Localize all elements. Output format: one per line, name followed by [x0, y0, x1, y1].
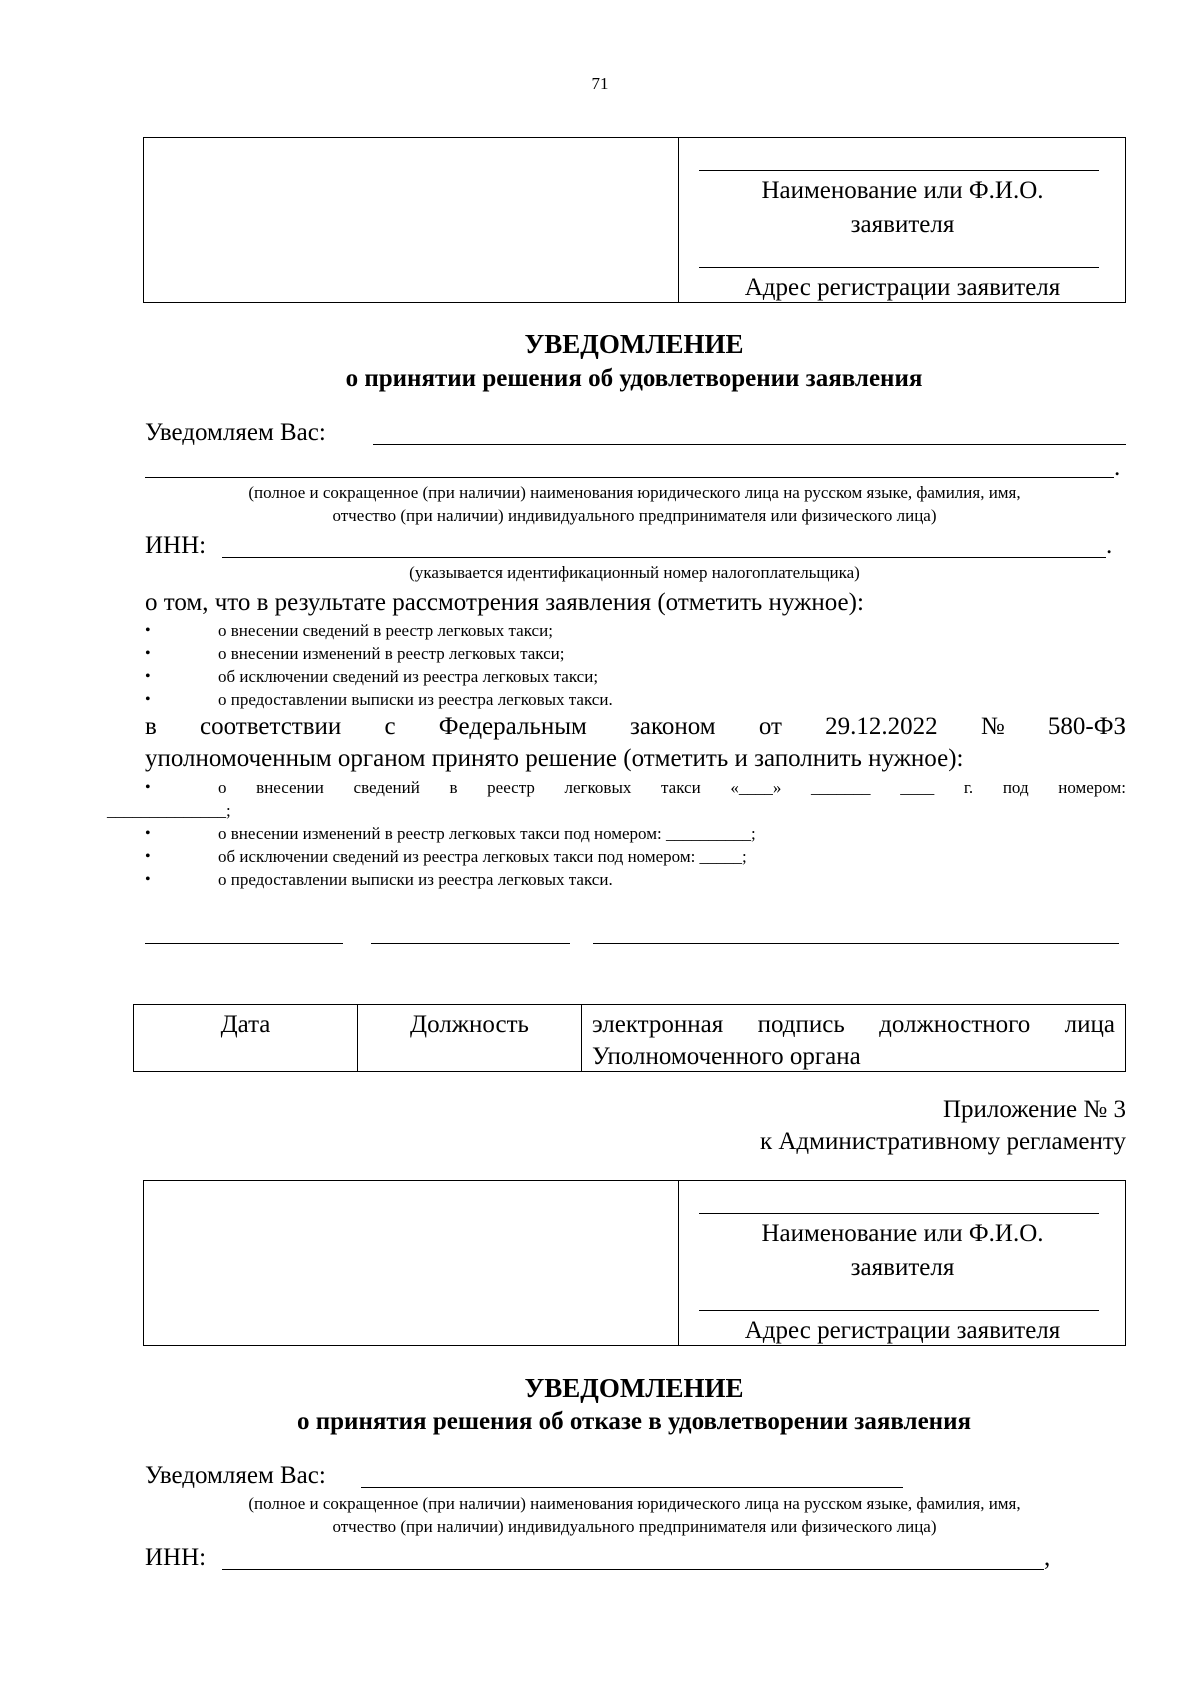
bullet-dot: •	[145, 668, 151, 685]
notify-label: Уведомляем Вас:	[145, 1462, 326, 1489]
appendix-reference: к Административному регламенту	[759, 1128, 1126, 1155]
bullet-dot: •	[145, 825, 151, 842]
list-item-text: об исключении сведений из реестра легковых такси под номером: _____;	[218, 847, 747, 866]
notice-title: УВЕДОМЛЕНИЕ	[524, 329, 744, 359]
signature-table-position: Должность	[358, 1005, 582, 1071]
list-item-continuation: ______________;	[107, 801, 231, 820]
page-number: 71	[591, 74, 609, 93]
notify-recipient-line-2	[145, 477, 1114, 478]
list-item-text: о предоставлении выписки из реестра легковых такси.	[218, 690, 613, 709]
law-word: Федеральным	[438, 713, 587, 740]
notify-period: .	[1114, 454, 1121, 481]
applicant-name-label-line2: заявителя	[850, 211, 955, 238]
name-hint-line1: (полное и сокращенное (при наличии) наименования юридического лица на русском языке, фамилия, имя,	[248, 1494, 1021, 1513]
law-word: в	[145, 713, 157, 740]
notify-recipient-line	[373, 444, 1126, 445]
bullet-dot: •	[145, 779, 151, 796]
bullet-dot: •	[145, 645, 151, 662]
appendix-number: Приложение № 3	[942, 1096, 1126, 1123]
inn-label: ИНН:	[145, 1544, 207, 1571]
review-line: о том, что в результате рассмотрения заявления (отметить нужное):	[145, 589, 864, 616]
inn-hint: (указывается идентификационный номер налогоплательщика)	[409, 563, 860, 582]
notice-subtitle: о принятия решения об отказе в удовлетворении заявления	[296, 1408, 972, 1435]
signature-table-signature: электронная подпись должностного лица Уполномоченного органа	[592, 1011, 1115, 1070]
applicant-name-label-line1: Наименование или Ф.И.О.	[761, 1220, 1044, 1247]
law-word: 580-ФЗ	[1047, 713, 1126, 740]
date-signature-line	[145, 943, 343, 944]
list-item-text: о внесении изменений в реестр легковых такси;	[218, 644, 565, 663]
inn-comma: ,	[1044, 1544, 1051, 1571]
inn-line	[222, 557, 1106, 558]
inn-label: ИНН:	[145, 532, 207, 559]
list-item-text: о предоставлении выписки из реестра легковых такси.	[218, 870, 613, 889]
notice-subtitle: о принятии решения об удовлетворении заявления	[345, 365, 923, 392]
official-signature-line	[593, 943, 1119, 944]
position-signature-line	[371, 943, 570, 944]
applicant-name-label-line1: Наименование или Ф.И.О.	[761, 177, 1044, 204]
applicant-header-box	[143, 1180, 1126, 1346]
bullet-dot: •	[145, 871, 151, 888]
applicant-header-box	[143, 137, 1126, 303]
signature-table	[133, 1004, 1126, 1072]
applicant-name-label	[679, 174, 1126, 242]
list-item-text: о внесении изменений в реестр легковых такси под номером: __________;	[218, 824, 756, 843]
law-reference-line	[145, 711, 1126, 743]
notice-title: УВЕДОМЛЕНИЕ	[524, 1373, 744, 1403]
inn-period: .	[1106, 532, 1113, 559]
applicant-address-label: Адрес регистрации заявителя	[744, 1317, 1061, 1344]
law-word: с	[384, 713, 396, 740]
list-item-text: о внесении сведений в реестр легковых такси;	[218, 621, 553, 640]
list-item-text: о внесении сведений в реестр легковых такси «____» _______ ____ г. под номером:	[218, 778, 1126, 797]
inn-line	[222, 1569, 1044, 1570]
name-hint-line2: отчество (при наличии) индивидуального предпринимателя или физического лица)	[332, 506, 937, 525]
applicant-name-line	[699, 1213, 1099, 1214]
applicant-address-label: Адрес регистрации заявителя	[744, 274, 1061, 301]
bullet-dot: •	[145, 622, 151, 639]
law-word: соответствии	[200, 713, 342, 740]
law-word: 29.12.2022	[825, 713, 938, 740]
signature-table-date: Дата	[134, 1005, 358, 1071]
notify-label: Уведомляем Вас:	[145, 419, 326, 446]
applicant-name-line	[699, 170, 1099, 171]
notify-recipient-line	[361, 1487, 903, 1488]
law-word: от	[758, 713, 782, 740]
decision-line: уполномоченным органом принято решение (отметить и заполнить нужное):	[145, 745, 964, 772]
law-word: №	[980, 713, 1005, 740]
applicant-name-label-line2: заявителя	[850, 1254, 955, 1281]
applicant-address-line	[699, 267, 1099, 268]
name-hint-line2: отчество (при наличии) индивидуального предпринимателя или физического лица)	[332, 1517, 937, 1536]
list-item-text: об исключении сведений из реестра легковых такси;	[218, 667, 599, 686]
law-word: законом	[630, 713, 716, 740]
applicant-address-line	[699, 1310, 1099, 1311]
bullet-dot: •	[145, 691, 151, 708]
bullet-dot: •	[145, 848, 151, 865]
name-hint-line1: (полное и сокращенное (при наличии) наименования юридического лица на русском языке, фамилия, имя,	[248, 483, 1021, 502]
applicant-name-label	[679, 1217, 1126, 1285]
